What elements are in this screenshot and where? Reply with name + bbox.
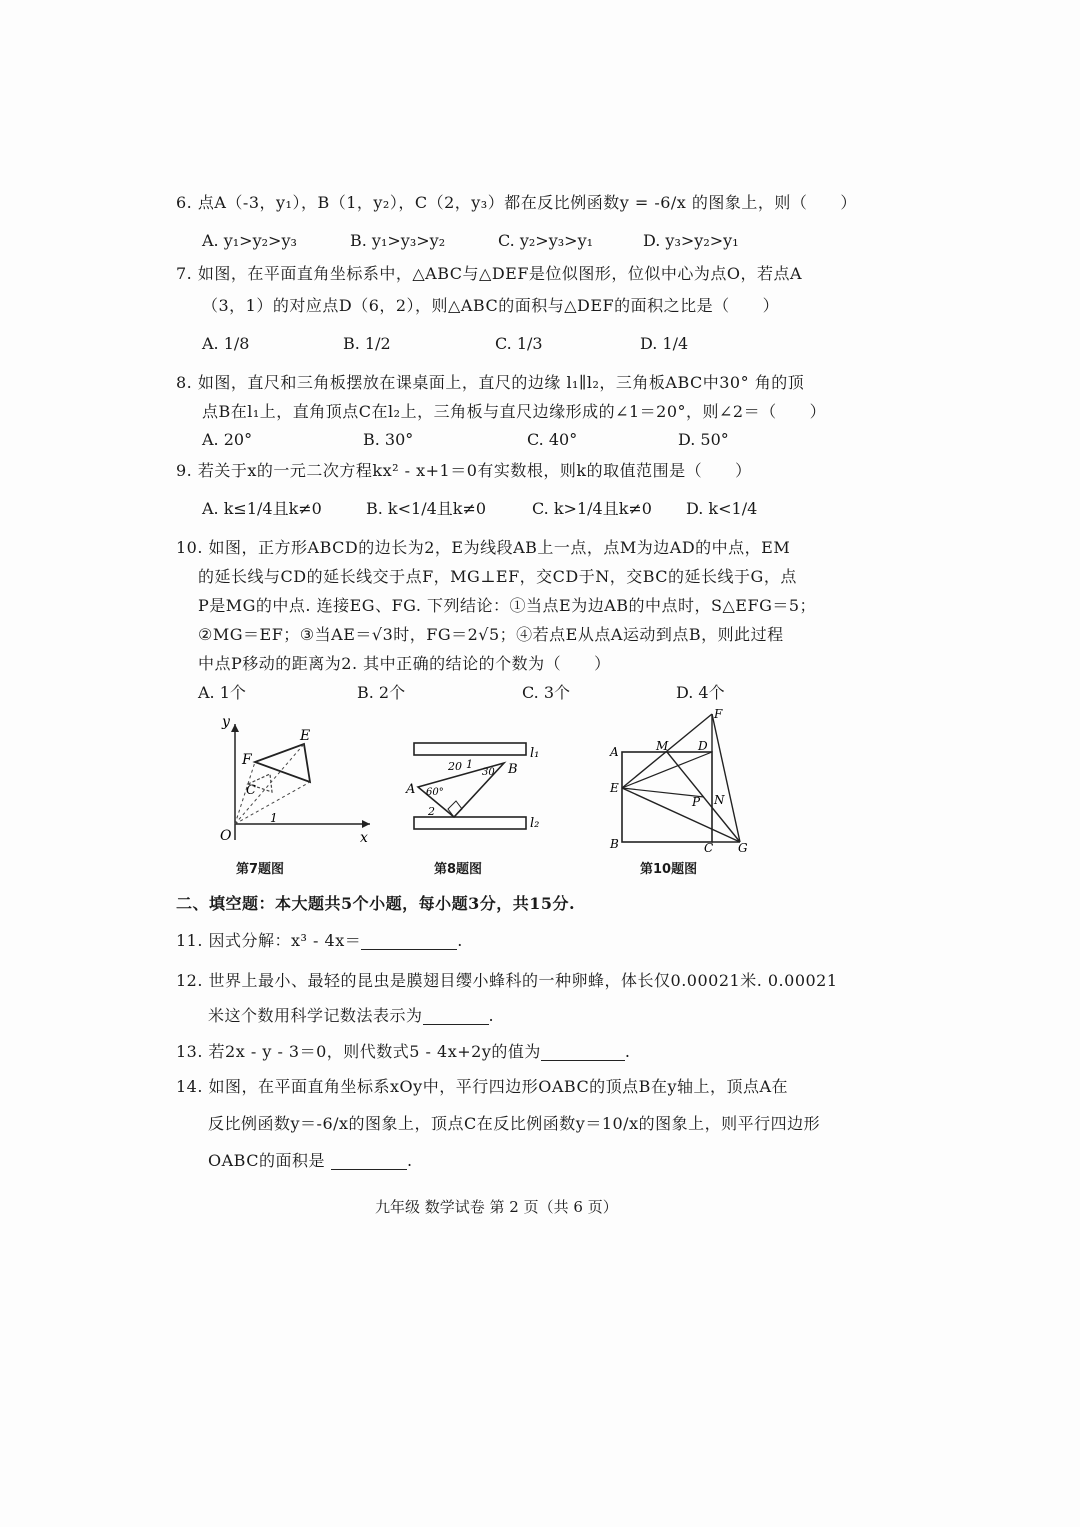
line-fg (712, 714, 740, 842)
label-c: C (246, 783, 256, 798)
q10-stem-line1: 10. 如图，正方形ABCD的边长为2，E为线段AB上一点，点M为边AD的中点，EM (176, 538, 791, 557)
label-e: E (300, 728, 311, 744)
figure-10 (600, 704, 760, 854)
q14-stem-line3 (208, 1150, 413, 1172)
q7-option-b: B. 1/2 (343, 334, 391, 353)
line-ed (622, 752, 712, 788)
q8-option-d: D. 50° (678, 430, 729, 449)
q6-option-d: D. y₃>y₂>y₁ (643, 231, 739, 250)
label-g: G (738, 841, 748, 854)
label-1: 1 (270, 811, 278, 825)
triangle-def (255, 744, 310, 782)
q13-text: 13. 若2x - y - 3＝0，则代数式5 - 4x+2y的值为 (176, 1042, 541, 1061)
label-n: N (714, 793, 725, 807)
q12-text: 米这个数用科学记数法表示为 (208, 1006, 423, 1025)
q13-answer-blank[interactable] (541, 1044, 625, 1061)
label-f: F (242, 752, 252, 768)
q7-stem-line2: （3，1）的对应点D（6，2），则△ABC的面积与△DEF的面积之比是（ ） (202, 296, 780, 315)
q7-stem-line1: 7. 如图，在平面直角坐标系中，△ABC与△DEF是位似图形，位似中心为点O，若点A (176, 264, 803, 283)
q8-stem-line2: 点B在l₁上，直角顶点C在l₂上，三角板与直尺边缘形成的∠1＝20°，则∠2＝（ ） (202, 402, 827, 421)
y-axis-arrow (231, 724, 239, 732)
label-a: A (610, 745, 619, 759)
q8-option-c: C. 40° (527, 430, 578, 449)
label-l1: l₁ (530, 746, 540, 761)
ruler-top (414, 743, 526, 755)
q11-stem (176, 930, 463, 952)
q7-option-c: C. 1/3 (495, 334, 543, 353)
q9-stem: 9. 若关于x的一元二次方程kx² - x+1＝0有实数根，则k的取值范围是（ ） (176, 461, 752, 480)
q9-option-a: A. k≤1/4且k≠0 (202, 499, 322, 518)
section-2-heading: 二、填空题：本大题共5个小题，每小题3分，共15分. (176, 894, 576, 913)
figure-8 (400, 735, 560, 835)
label-p: P (692, 795, 701, 809)
q14-period: . (406, 1151, 413, 1170)
label-o: O (220, 828, 232, 844)
q10-option-c: C. 3个 (522, 683, 571, 702)
label-c: C (704, 841, 714, 854)
label-d: D (698, 739, 708, 753)
q6-option-b: B. y₁>y₃>y₂ (350, 231, 446, 250)
q8-option-b: B. 30° (363, 430, 414, 449)
label-angle-2: 2 (428, 805, 435, 818)
label-y: y (222, 714, 230, 730)
q10-option-b: B. 2个 (357, 683, 406, 702)
q12-stem-line1: 12. 世界上最小、最轻的昆虫是膜翅目缨小蜂科的一种卵蜂，体长仅0.00021米. 0.00021 (176, 971, 838, 990)
q14-answer-blank[interactable] (331, 1153, 407, 1170)
label-b: B (610, 837, 619, 851)
label-m: M (656, 739, 669, 753)
figure-7 (200, 712, 380, 852)
label-x: x (360, 830, 368, 846)
figure-8-caption: 第8题图 (434, 862, 483, 877)
label-a: A (406, 782, 416, 797)
q10-stem-line5: 中点P移动的距离为2. 其中正确的结论的个数为（ ） (198, 654, 611, 673)
q14-stem-line2: 反比例函数y＝-6/x的图象上，顶点C在反比例函数y＝10/x的图象上，则平行四边形 (208, 1114, 821, 1133)
q10-option-d: D. 4个 (676, 683, 725, 702)
label-b: B (508, 762, 518, 777)
label-angle-30: 30 (482, 767, 495, 778)
q9-option-b: B. k<1/4且k≠0 (366, 499, 487, 518)
page-footer: 九年级 数学试卷 第 2 页（共 6 页） (375, 1198, 618, 1216)
q6-stem: 6. 点A（-3，y₁），B（1，y₂），C（2，y₃）都在反比例函数y = -6/x 的图象上，则（ ） (176, 193, 857, 212)
q12-stem-line2 (208, 1005, 494, 1027)
q7-option-a: A. 1/8 (202, 334, 250, 353)
q9-option-c: C. k>1/4且k≠0 (532, 499, 652, 518)
q7-option-d: D. 1/4 (640, 334, 689, 353)
q14-text: OABC的面积是 (208, 1151, 325, 1170)
q13-stem (176, 1041, 630, 1063)
figure-10-caption: 第10题图 (640, 862, 698, 877)
x-axis-arrow (362, 820, 370, 828)
q10-option-a: A. 1个 (198, 683, 246, 702)
ruler-bottom (414, 817, 526, 829)
q11-period: . (457, 931, 463, 950)
q6-option-c: C. y₂>y₃>y₁ (498, 231, 594, 250)
q12-period: . (488, 1006, 495, 1025)
q10-stem-line2: 的延长线与CD的延长线交于点F，MG⊥EF，交CD于N，交BC的延长线于G，点 (198, 567, 797, 586)
q11-answer-blank[interactable] (361, 933, 457, 950)
label-angle-1: 1 (466, 758, 473, 771)
q8-option-a: A. 20° (202, 430, 253, 449)
label-e: E (610, 781, 619, 795)
q13-period: . (624, 1042, 631, 1061)
label-angle-60: 60° (426, 787, 444, 798)
label-l2: l₂ (530, 816, 540, 831)
label-f: F (714, 707, 723, 721)
q10-stem-line4: ②MG＝EF；③当AE＝√3时，FG＝2√5；④若点E从点A运动到点B，则此过程 (198, 625, 784, 644)
q10-stem-line3: P是MG的中点. 连接EG、FG. 下列结论：①当点E为边AB的中点时，S△EFG＝5； (198, 596, 817, 615)
q6-option-a: A. y₁>y₂>y₃ (202, 231, 297, 250)
q12-answer-blank[interactable] (423, 1008, 489, 1025)
q11-text: 11. 因式分解：x³ - 4x＝ (176, 931, 362, 950)
label-angle-20: 20 (448, 760, 462, 773)
q14-stem-line1: 14. 如图，在平面直角坐标系xOy中，平行四边形OABC的顶点B在y轴上，顶点A在 (176, 1077, 789, 1096)
q9-option-d: D. k<1/4 (686, 499, 758, 518)
figure-7-caption: 第7题图 (236, 862, 285, 877)
q8-stem-line1: 8. 如图，直尺和三角板摆放在课桌面上，直尺的边缘 l₁∥l₂，三角板ABC中30° 角的顶 (176, 373, 805, 392)
